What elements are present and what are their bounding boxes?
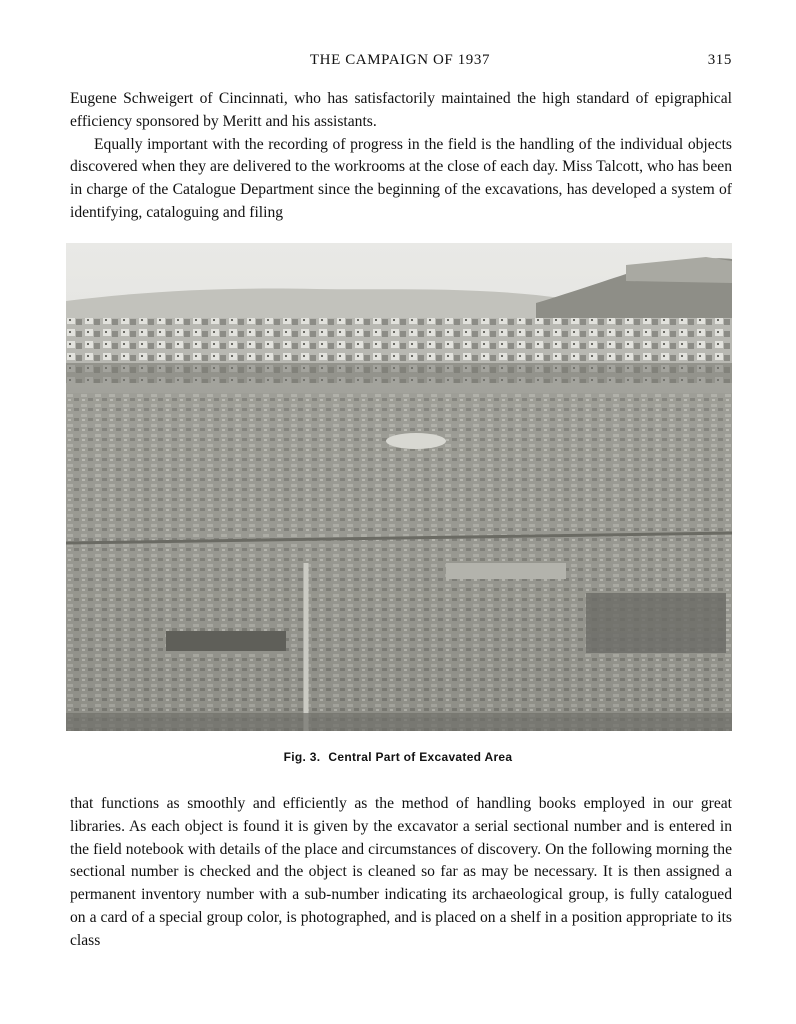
text-block-top	[70, 88, 732, 225]
foundation	[586, 593, 726, 653]
running-title: THE CAMPAIGN OF 1937	[309, 52, 491, 68]
excavation-photograph	[66, 243, 732, 731]
paragraph: Equally important with the recording of progress in the field is the handling of the individual objects discovered when they are delivered to the workrooms at the close of each day. Miss Talcott, who has been in charge of the Catalogue Department since the beginning of the excavations, has developed a system of identifying, cataloguing and filing	[70, 135, 732, 221]
paragraph: that functions as smoothly and efficiently as the method of handling books employed in our great libraries. As each object is found it is given by the excavator a serial sectional number and is entered in the field notebook with details of the place and circumstances of discovery. On the following morning the sectional number is checked and the object is cleaned so far as may be necessary. It is then assigned a permanent inventory number with a sub-number indicating its archaeological group, is fully catalogued on a card of a special group color, is photographed, and is placed on a shelf in a position appropriate to its class	[70, 795, 732, 949]
figure-caption	[0, 750, 796, 764]
figure-label: Fig. 3.	[283, 750, 321, 764]
foreground	[66, 713, 732, 731]
figure-caption-text: Central Part of Excavated Area	[328, 750, 513, 764]
photo-illustration	[66, 243, 732, 731]
foundation	[446, 563, 566, 579]
text-block-bottom	[70, 793, 732, 953]
running-head	[68, 52, 732, 72]
open-area	[386, 433, 446, 449]
paragraph: Eugene Schweigert of Cincinnati, who has satisfactorily maintained the high standard of epigraphical efficiency sponsored by Meritt and his assistants.	[70, 90, 732, 130]
page-number: 315	[707, 52, 732, 68]
foundation	[166, 631, 286, 651]
